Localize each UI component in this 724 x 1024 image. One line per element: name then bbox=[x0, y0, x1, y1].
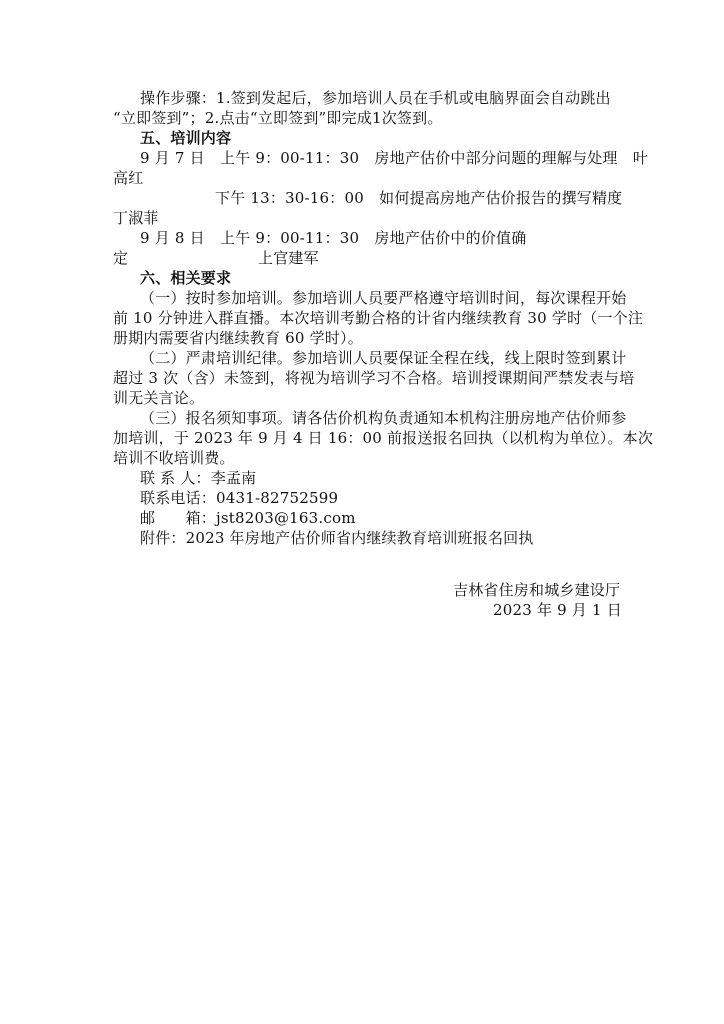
attachment-note: 附件：2023 年房地产估价师省内继续教育培训班报名回执 bbox=[140, 529, 534, 547]
signature-org: 吉林省住房和城乡建设厅 bbox=[453, 581, 621, 599]
section-5-heading: 五、培训内容 bbox=[140, 129, 232, 147]
section-6-heading: 六、相关要求 bbox=[140, 269, 232, 287]
steps-line-2: “立即签到”；2.点击“立即签到”即完成1次签到。 bbox=[113, 109, 443, 127]
contact-email bbox=[140, 508, 356, 528]
contact-person bbox=[140, 468, 256, 488]
contact-phone-value: 0431-82752599 bbox=[216, 489, 339, 507]
requirement-3-line-3: 培训不收培训费。 bbox=[113, 449, 235, 467]
contact-person-value: 李孟南 bbox=[210, 469, 257, 487]
contact-phone-label: 联系电话： bbox=[140, 489, 217, 507]
requirement-3-line-1: （三）报名须知事项。请各估价机构负责通知本机构注册房地产估价师参 bbox=[140, 409, 627, 427]
contact-phone bbox=[140, 488, 338, 508]
schedule-3-line-2-start: 定 bbox=[113, 249, 129, 267]
schedule-1-line-2: 高红 bbox=[113, 169, 144, 187]
contact-person-label: 联 系 人： bbox=[140, 469, 211, 487]
schedule-3-line-1: 9 月 8 日 上午 9：00-11：30 房地产估价中的价值确 bbox=[140, 229, 527, 247]
schedule-2-line-2: 丁淑菲 bbox=[113, 209, 159, 227]
schedule-3-lecturer: 上官建军 bbox=[258, 249, 319, 267]
schedule-2-line-1: 下午 13：30-16：00 如何提高房地产估价报告的撰写精度 bbox=[215, 189, 623, 207]
requirement-1-line-3: 册期内需要省内继续教育 60 学时）。 bbox=[113, 329, 363, 347]
steps-line-1: 操作步骤：1.签到发起后，参加培训人员在手机或电脑界面会自动跳出 bbox=[140, 89, 611, 107]
requirement-2-line-1: （二）严肃培训纪律。参加培训人员要保证全程在线，线上限时签到累计 bbox=[140, 349, 627, 367]
contact-email-label: 邮 箱： bbox=[140, 509, 217, 527]
requirement-1-line-2: 前 10 分钟进入群直播。本次培训考勤合格的计省内继续教育 30 学时（一个注 bbox=[113, 309, 644, 327]
contact-email-value: jst8203@163.com bbox=[216, 509, 356, 527]
signature-date: 2023 年 9 月 1 日 bbox=[493, 601, 622, 619]
requirement-2-line-2: 超过 3 次（含）未签到，将视为培训学习不合格。培训授课期间严禁发表与培 bbox=[113, 369, 635, 387]
requirement-1-line-1: （一）按时参加培训。参加培训人员要严格遵守培训时间，每次课程开始 bbox=[140, 289, 627, 307]
schedule-1-line-1: 9 月 7 日 上午 9：00-11：30 房地产估价中部分问题的理解与处理 叶 bbox=[140, 149, 649, 167]
requirement-2-line-3: 训无关言论。 bbox=[113, 389, 205, 407]
requirement-3-line-2: 加培训，于 2023 年 9 月 4 日 16：00 前报送报名回执（以机构为单位）。本次 bbox=[113, 429, 654, 447]
